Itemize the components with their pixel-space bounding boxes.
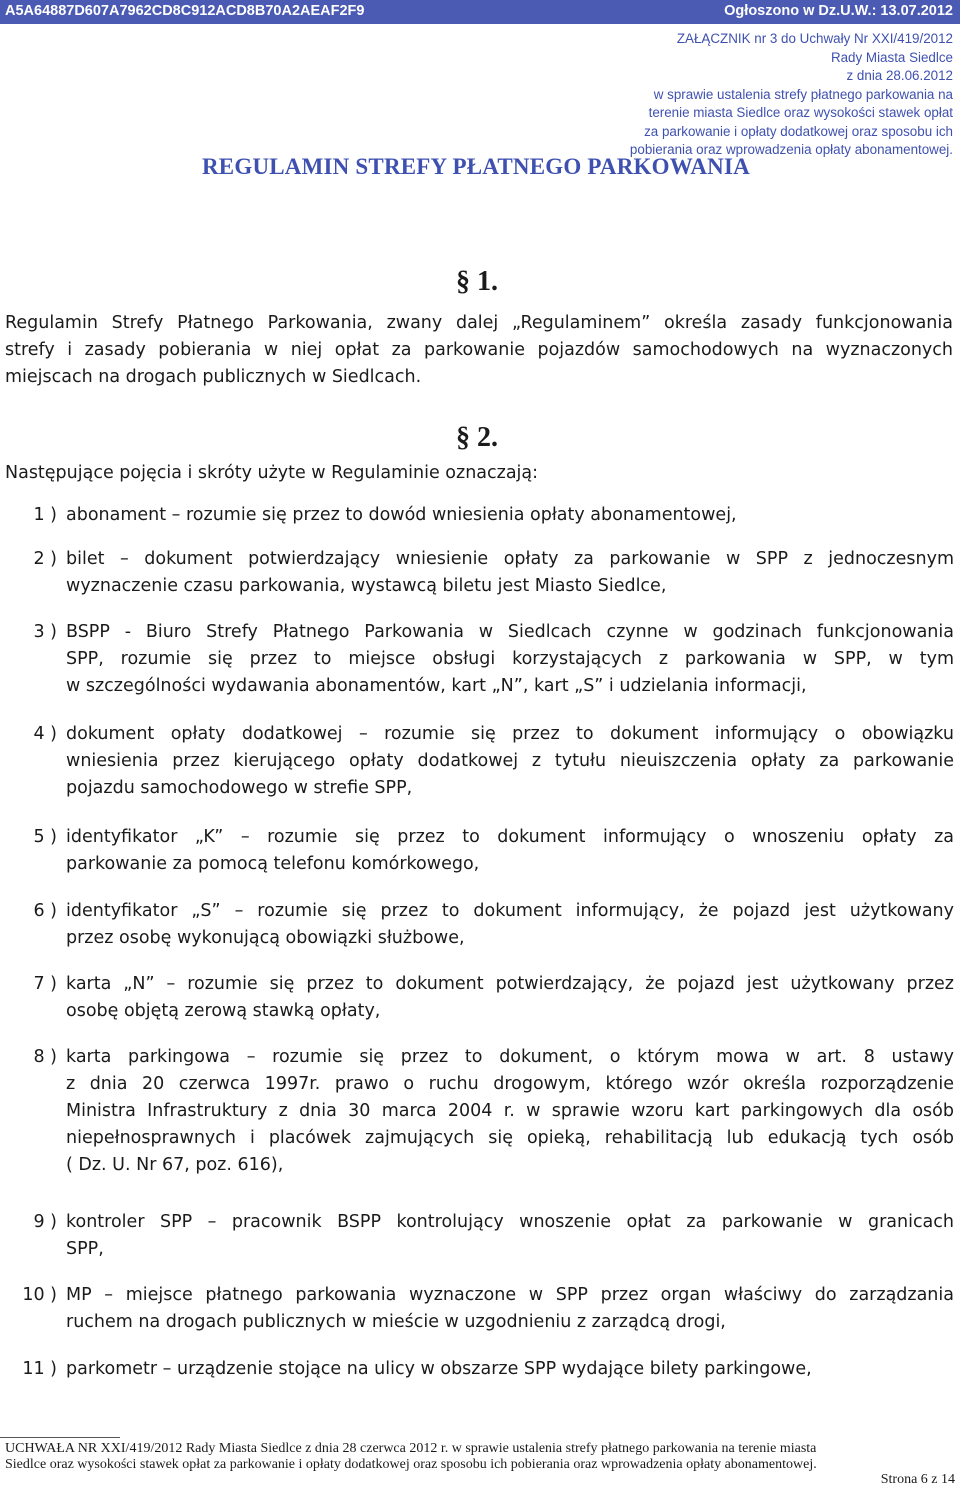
annex-line: ZAŁĄCZNIK nr 3 do Uchwały Nr XXI/419/2012 xyxy=(676,31,953,46)
footer-line: UCHWAŁA NR XXI/419/2012 Rady Miasta Siedlce z dnia 28 czerwca 2012 r. w sprawie ustalenia strefy płatnego parkowania na terenie miasta xyxy=(5,1441,817,1456)
item-line: wyznaczenie czasu parkowania, wystawcą biletu jest Miasto Siedlce, xyxy=(66,576,667,596)
annex-line: w sprawie ustalenia strefy płatnego parkowania na xyxy=(653,86,953,102)
item-line: SPP, rozumie się przez to miejsce obsługi korzystających z parkowania w SPP, w tym xyxy=(66,649,954,669)
item-line: dokument opłaty dodatkowej – rozumie się przez to dokument informujący o obowiązku xyxy=(66,724,954,744)
item-line: Ministra Infrastruktury z dnia 30 marca 2004 r. w sprawie wzoru kart parkingowych dla osób xyxy=(66,1101,954,1121)
item-number: 3 ) xyxy=(33,622,57,642)
section-1-heading: § 1. xyxy=(456,266,498,297)
item-line: osobę objętą zerową stawką opłaty, xyxy=(66,1001,381,1021)
page-number: Strona 6 z 14 xyxy=(880,1472,955,1487)
item-line: przez osobę wykonującą obowiązki służbowe, xyxy=(66,928,465,948)
item-line: kontroler SPP – pracownik BSPP kontrolujący wnoszenie opłat za parkowanie w granicach xyxy=(66,1212,954,1232)
intro-line: Następujące pojęcia i skróty użyte w Regulaminie oznaczają: xyxy=(5,463,539,483)
item-line: z dnia 20 czerwca 1997r. prawo o ruchu drogowym, którego wzór określa rozporządzenie xyxy=(66,1074,954,1094)
item-line: ruchem na drogach publicznych w mieście w uzgodnieniu z zarządcą drogi, xyxy=(66,1312,726,1332)
annex-reference xyxy=(613,30,953,160)
section-2-intro xyxy=(5,460,953,487)
item-line: parkowanie za pomocą telefonu komórkowego, xyxy=(66,854,480,874)
annex-line: Rady Miasta Siedlce xyxy=(830,49,953,65)
item-line: karta parkingowa – rozumie się przez to dokument, o którym mowa w art. 8 ustawy xyxy=(66,1047,954,1067)
item-line: bilet – dokument potwierdzający wniesienie opłaty za parkowanie w SPP z jednoczesnym xyxy=(66,549,954,569)
document-id: A5A64887D607A7962CD8C912ACD8B70A2AEAF2F9 xyxy=(5,3,365,19)
item-line: wniesienia przez kierującego opłaty dodatkowej z tytułu nieuiszczenia opłaty za parkowanie xyxy=(66,751,954,771)
annex-line: pobierania oraz wprowadzenia opłaty abonamentowej. xyxy=(629,142,953,157)
item-line: identyfikator „S” – rozumie się przez to dokument informujący, że pojazd jest użytkowany xyxy=(66,901,954,921)
item-number: 6 ) xyxy=(33,901,57,921)
item-line: SPP, xyxy=(66,1239,104,1259)
item-number: 9 ) xyxy=(33,1212,57,1232)
annex-line: za parkowanie i opłaty dodatkowej oraz sposobu ich xyxy=(644,123,953,139)
item-number: 11 ) xyxy=(22,1359,57,1379)
item-line: BSPP - Biuro Strefy Płatnego Parkowania w Siedlcach czynne w godzinach funkcjonowania xyxy=(66,622,954,642)
item-number: 2 ) xyxy=(33,549,57,569)
item-number: 8 ) xyxy=(33,1047,57,1067)
section-1-paragraph xyxy=(5,310,953,391)
top-header-bar xyxy=(0,0,960,24)
item-number: 5 ) xyxy=(33,827,57,847)
item-number: 4 ) xyxy=(33,724,57,744)
item-line: karta „N” – rozumie się przez to dokument potwierdzający, że pojazd jest użytkowany przez xyxy=(66,974,954,994)
item-number: 1 ) xyxy=(33,505,57,525)
item-line: w szczególności wydawania abonamentów, kart „N”, kart „S” i udzielania informacji, xyxy=(66,676,807,696)
paragraph-line: strefy i zasady pobierania w niej opłat za parkowanie pojazdów samochodowych na wyznaczonych xyxy=(5,340,953,360)
item-line: parkometr – urządzenie stojące na ulicy w obszarze SPP wydające bilety parkingowe, xyxy=(66,1359,812,1379)
item-number: 10 ) xyxy=(22,1285,57,1305)
footer-line: Siedlce oraz wysokości stawek opłat za parkowanie i opłaty dodatkowej oraz sposobu ich pobierania oraz wprowadzenia opłaty abonamentowej. xyxy=(5,1456,817,1472)
annex-line: terenie miasta Siedlce oraz wysokości stawek opłat xyxy=(648,105,953,120)
item-line: identyfikator „K” – rozumie się przez to dokument informujący o wnoszeniu opłaty za xyxy=(66,827,954,847)
item-line: ( Dz. U. Nr 67, poz. 616), xyxy=(66,1155,284,1175)
annex-line: z dnia 28.06.2012 xyxy=(846,68,953,83)
section-2-heading: § 2. xyxy=(456,422,498,453)
paragraph-line: Regulamin Strefy Płatnego Parkowania, zwany dalej „Regulaminem” określa zasady funkcjonowania xyxy=(5,313,953,333)
item-line: abonament – rozumie się przez to dowód wniesienia opłaty abonamentowej, xyxy=(66,505,737,525)
item-number: 7 ) xyxy=(33,974,57,994)
footer-divider xyxy=(0,1437,120,1438)
page-footer xyxy=(5,1441,955,1488)
publication-date: Ogłoszono w Dz.U.W.: 13.07.2012 xyxy=(724,3,953,19)
item-line: niepełnosprawnych i placówek zajmujących się opieką, rehabilitacją lub edukacją tych osób xyxy=(66,1128,954,1148)
document-title: REGULAMIN STREFY PŁATNEGO PARKOWANIA xyxy=(202,154,750,179)
item-line: pojazdu samochodowego w strefie SPP, xyxy=(66,778,413,798)
item-line: MP – miejsce płatnego parkowania wyznaczone w SPP przez organ właściwy do zarządzania xyxy=(66,1285,954,1305)
paragraph-line: miejscach na drogach publicznych w Siedlcach. xyxy=(5,367,422,387)
